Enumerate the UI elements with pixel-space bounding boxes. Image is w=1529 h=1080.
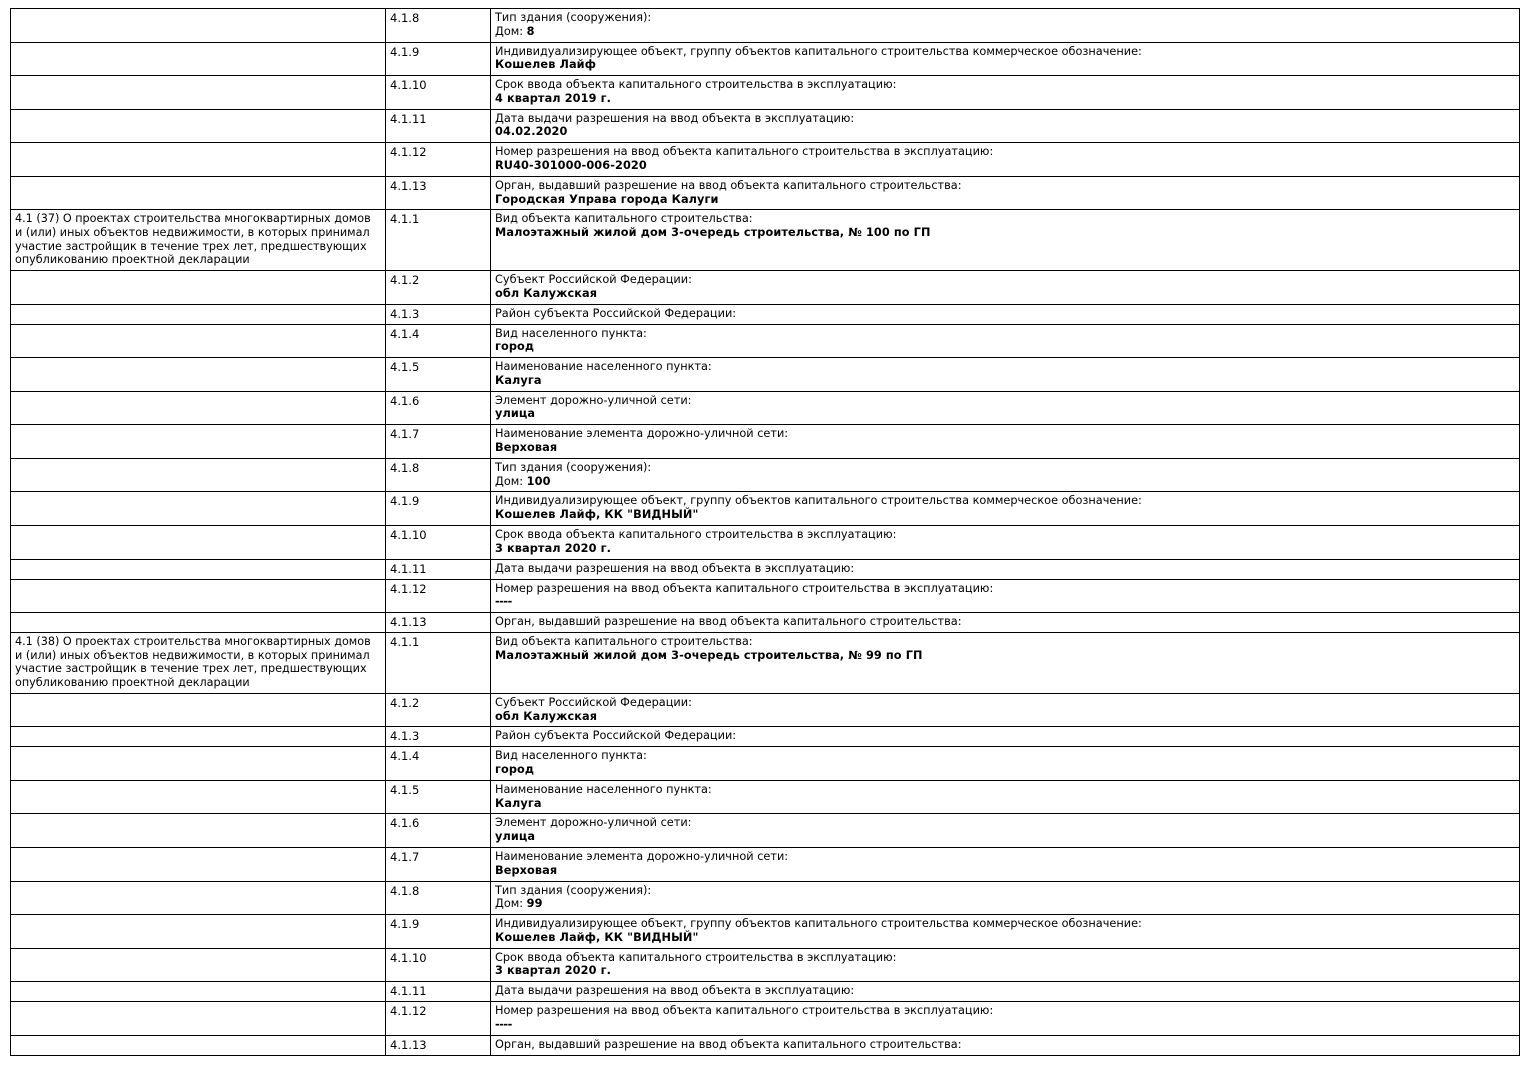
code-cell: 4.1.10 — [386, 76, 491, 110]
table-row — [11, 271, 1520, 305]
field-value: 04.02.2020 — [495, 125, 568, 139]
section-cell: 4.1 (38) О проектах строительства многоквартирных домов и (или) иных объектов недвижимости, в которых принимал участие застройщик в течение трех лет, предшествующих опубликованию проектной декларации — [11, 633, 386, 694]
field-sublabel: Дом: — [495, 897, 527, 911]
section-cell — [11, 881, 386, 915]
table-row — [11, 633, 1520, 694]
table-row — [11, 76, 1520, 110]
section-cell — [11, 76, 386, 110]
code-cell: 4.1.7 — [386, 848, 491, 882]
field-value: улица — [495, 830, 536, 844]
value-cell — [491, 613, 1520, 633]
code-cell: 4.1.4 — [386, 324, 491, 358]
field-value: Калуга — [495, 796, 542, 810]
table-row — [11, 1035, 1520, 1055]
value-cell — [491, 633, 1520, 694]
field-label: Тип здания (сооружения): — [495, 460, 652, 474]
value-cell — [491, 1035, 1520, 1055]
value-cell — [491, 915, 1520, 949]
section-cell — [11, 1035, 386, 1055]
code-cell: 4.1.2 — [386, 693, 491, 727]
code-cell: 4.1.13 — [386, 1035, 491, 1055]
code-cell: 4.1.5 — [386, 780, 491, 814]
value-cell — [491, 982, 1520, 1002]
value-cell — [491, 458, 1520, 492]
section-cell — [11, 727, 386, 747]
field-value: улица — [495, 407, 536, 421]
value-cell — [491, 176, 1520, 210]
section-cell — [11, 143, 386, 177]
value-cell — [491, 109, 1520, 143]
table-row — [11, 1002, 1520, 1036]
section-cell — [11, 324, 386, 358]
table-row — [11, 613, 1520, 633]
field-value: город — [495, 340, 535, 354]
field-label: Индивидуализирующее объект, группу объектов капитального строительства коммерческое обозначение: — [495, 44, 1142, 58]
field-label: Тип здания (сооружения): — [495, 883, 652, 897]
section-cell — [11, 9, 386, 43]
field-value: Кошелев Лайф — [495, 58, 597, 72]
field-label: Орган, выдавший разрешение на ввод объекта капитального строительства: — [495, 1037, 962, 1051]
field-value: Малоэтажный жилой дом 3-очередь строительства, № 99 по ГП — [495, 648, 923, 662]
code-cell: 4.1.10 — [386, 948, 491, 982]
field-subline — [495, 475, 1515, 489]
section-cell — [11, 109, 386, 143]
section-cell — [11, 613, 386, 633]
table-row — [11, 881, 1520, 915]
value-cell — [491, 814, 1520, 848]
section-cell — [11, 304, 386, 324]
value-cell — [491, 425, 1520, 459]
field-label: Район субъекта Российской Федерации: — [495, 729, 737, 743]
field-value: Малоэтажный жилой дом 3-очередь строительства, № 100 по ГП — [495, 226, 931, 240]
section-cell — [11, 579, 386, 613]
code-cell: 4.1.9 — [386, 492, 491, 526]
field-label: Элемент дорожно-уличной сети: — [495, 393, 692, 407]
value-cell — [491, 304, 1520, 324]
table-row — [11, 458, 1520, 492]
field-value: ---- — [495, 1018, 512, 1032]
code-cell: 4.1.8 — [386, 881, 491, 915]
section-cell — [11, 458, 386, 492]
code-cell: 4.1.12 — [386, 143, 491, 177]
field-label: Срок ввода объекта капитального строительства в эксплуатацию: — [495, 527, 897, 541]
table-row — [11, 304, 1520, 324]
field-sublabel: Дом: — [495, 24, 527, 38]
field-value: Городская Управа города Калуги — [495, 192, 719, 206]
value-cell — [491, 579, 1520, 613]
field-subline — [495, 897, 1515, 911]
value-cell — [491, 693, 1520, 727]
table-body — [11, 9, 1520, 1056]
field-label: Наименование элемента дорожно-уличной сети: — [495, 850, 789, 863]
field-sublabel: Дом: — [495, 474, 527, 488]
section-cell — [11, 492, 386, 526]
section-cell — [11, 425, 386, 459]
value-cell — [491, 559, 1520, 579]
table-row — [11, 948, 1520, 982]
field-label: Номер разрешения на ввод объекта капитального строительства в эксплуатацию: — [495, 581, 994, 595]
table-row — [11, 210, 1520, 271]
field-label: Район субъекта Российской Федерации: — [495, 306, 737, 320]
field-label: Субъект Российской Федерации: — [495, 695, 692, 709]
value-cell — [491, 747, 1520, 781]
field-label: Вид объекта капитального строительства: — [495, 635, 753, 649]
field-value: ---- — [495, 595, 512, 609]
table-row — [11, 579, 1520, 613]
field-label: Вид объекта капитального строительства: — [495, 212, 753, 226]
field-value: RU40-301000-006-2020 — [495, 159, 647, 173]
value-cell — [491, 525, 1520, 559]
table-row — [11, 525, 1520, 559]
table-row — [11, 814, 1520, 848]
section-cell — [11, 814, 386, 848]
field-value: Калуга — [495, 373, 542, 387]
field-value: обл Калужская — [495, 709, 598, 723]
field-value: Кошелев Лайф, КК "ВИДНЫЙ" — [495, 508, 699, 522]
field-label: Номер разрешения на ввод объекта капитального строительства в эксплуатацию: — [495, 145, 994, 159]
table-row — [11, 747, 1520, 781]
table-row — [11, 559, 1520, 579]
section-cell — [11, 1002, 386, 1036]
value-cell — [491, 848, 1520, 882]
code-cell: 4.1.2 — [386, 271, 491, 305]
code-cell: 4.1.12 — [386, 579, 491, 613]
value-cell — [491, 492, 1520, 526]
value-cell — [491, 358, 1520, 392]
code-cell: 4.1.6 — [386, 814, 491, 848]
value-cell — [491, 271, 1520, 305]
value-cell — [491, 42, 1520, 76]
field-value: Кошелев Лайф, КК "ВИДНЫЙ" — [495, 930, 699, 944]
field-label: Орган, выдавший разрешение на ввод объекта капитального строительства: — [495, 615, 962, 629]
field-label: Дата выдачи разрешения на ввод объекта в эксплуатацию: — [495, 984, 855, 998]
field-value: 100 — [526, 474, 551, 488]
field-value: 99 — [526, 897, 543, 911]
section-cell — [11, 176, 386, 210]
section-cell — [11, 747, 386, 781]
field-label: Срок ввода объекта капитального строительства в эксплуатацию: — [495, 950, 897, 964]
code-cell: 4.1.8 — [386, 9, 491, 43]
table-row — [11, 915, 1520, 949]
table-row — [11, 693, 1520, 727]
table-row — [11, 727, 1520, 747]
section-cell — [11, 525, 386, 559]
field-label: Наименование населенного пункта: — [495, 360, 712, 374]
field-label: Орган, выдавший разрешение на ввод объекта капитального строительства: — [495, 178, 962, 192]
value-cell — [491, 948, 1520, 982]
field-label: Срок ввода объекта капитального строительства в эксплуатацию: — [495, 78, 897, 92]
table-row — [11, 324, 1520, 358]
table-row — [11, 358, 1520, 392]
value-cell — [491, 143, 1520, 177]
table-row — [11, 143, 1520, 177]
field-subline — [495, 25, 1515, 39]
code-cell: 4.1.10 — [386, 525, 491, 559]
value-cell — [491, 76, 1520, 110]
value-cell — [491, 727, 1520, 747]
section-cell — [11, 915, 386, 949]
field-value: город — [495, 763, 535, 777]
project-declaration-table — [10, 8, 1520, 1056]
value-cell — [491, 780, 1520, 814]
code-cell: 4.1.6 — [386, 391, 491, 425]
code-cell: 4.1.11 — [386, 109, 491, 143]
section-cell — [11, 42, 386, 76]
code-cell: 4.1.13 — [386, 613, 491, 633]
value-cell — [491, 1002, 1520, 1036]
field-value: 3 квартал 2020 г. — [495, 541, 611, 555]
value-cell — [491, 391, 1520, 425]
field-value: 3 квартал 2020 г. — [495, 964, 611, 978]
section-cell — [11, 358, 386, 392]
section-cell — [11, 271, 386, 305]
field-value: обл Калужская — [495, 286, 598, 300]
code-cell: 4.1.5 — [386, 358, 491, 392]
code-cell: 4.1.3 — [386, 727, 491, 747]
code-cell: 4.1.11 — [386, 982, 491, 1002]
field-label: Индивидуализирующее объект, группу объектов капитального строительства коммерческое обозначение: — [495, 494, 1142, 508]
field-label: Вид населенного пункта: — [495, 749, 647, 763]
field-label: Вид населенного пункта: — [495, 326, 647, 340]
section-cell: 4.1 (37) О проектах строительства многоквартирных домов и (или) иных объектов недвижимости, в которых принимал участие застройщик в течение трех лет, предшествующих опубликованию проектной декларации — [11, 210, 386, 271]
table-row — [11, 425, 1520, 459]
table-row — [11, 492, 1520, 526]
section-cell — [11, 780, 386, 814]
section-cell — [11, 982, 386, 1002]
code-cell: 4.1.12 — [386, 1002, 491, 1036]
code-cell: 4.1.1 — [386, 210, 491, 271]
value-cell — [491, 210, 1520, 271]
table-row — [11, 391, 1520, 425]
code-cell: 4.1.8 — [386, 458, 491, 492]
code-cell: 4.1.11 — [386, 559, 491, 579]
field-label: Субъект Российской Федерации: — [495, 273, 692, 286]
code-cell: 4.1.3 — [386, 304, 491, 324]
section-cell — [11, 559, 386, 579]
section-cell — [11, 848, 386, 882]
code-cell: 4.1.9 — [386, 915, 491, 949]
field-value: 8 — [526, 24, 535, 38]
table-row — [11, 982, 1520, 1002]
code-cell: 4.1.9 — [386, 42, 491, 76]
field-label: Наименование элемента дорожно-уличной сети: — [495, 427, 789, 441]
table-row — [11, 176, 1520, 210]
section-cell — [11, 391, 386, 425]
field-label: Наименование населенного пункта: — [495, 782, 712, 796]
table-row — [11, 109, 1520, 143]
section-cell — [11, 948, 386, 982]
value-cell — [491, 324, 1520, 358]
section-cell — [11, 693, 386, 727]
value-cell — [491, 9, 1520, 43]
code-cell: 4.1.4 — [386, 747, 491, 781]
field-label: Дата выдачи разрешения на ввод объекта в эксплуатацию: — [495, 111, 855, 125]
code-cell: 4.1.1 — [386, 633, 491, 694]
code-cell: 4.1.13 — [386, 176, 491, 210]
table-row — [11, 42, 1520, 76]
code-cell: 4.1.7 — [386, 425, 491, 459]
field-value: Верховая — [495, 441, 558, 455]
field-label: Индивидуализирующее объект, группу объектов капитального строительства коммерческое обозначение: — [495, 917, 1142, 931]
field-label: Дата выдачи разрешения на ввод объекта в эксплуатацию: — [495, 561, 855, 575]
field-label: Тип здания (сооружения): — [495, 11, 652, 24]
table-row — [11, 848, 1520, 882]
field-value: Верховая — [495, 863, 558, 877]
value-cell — [491, 881, 1520, 915]
table-row — [11, 780, 1520, 814]
table-row — [11, 9, 1520, 43]
field-label: Элемент дорожно-уличной сети: — [495, 816, 692, 830]
field-label: Номер разрешения на ввод объекта капитального строительства в эксплуатацию: — [495, 1004, 994, 1018]
field-value: 4 квартал 2019 г. — [495, 91, 611, 105]
